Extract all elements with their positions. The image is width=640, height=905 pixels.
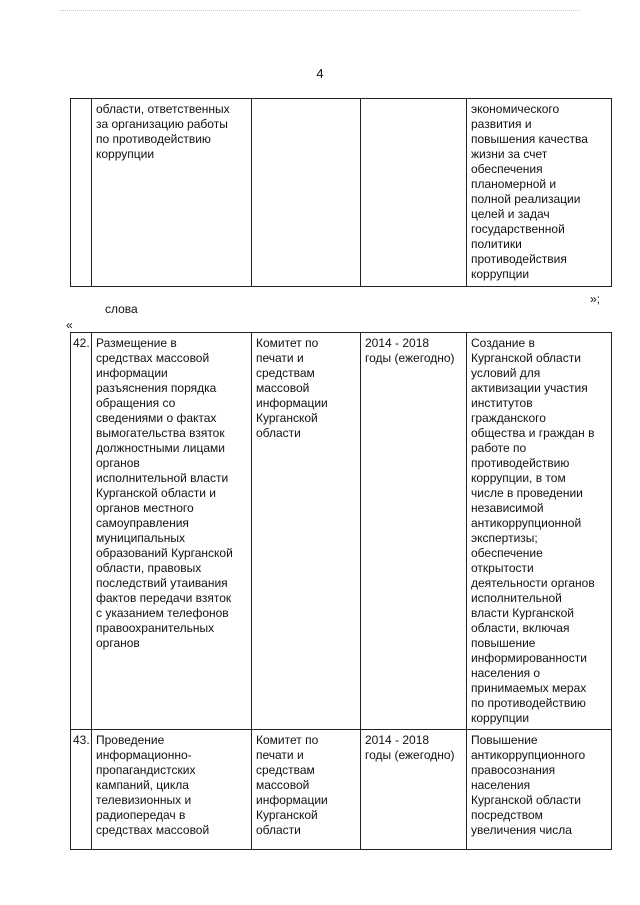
responsible-cell: Комитет по печати и средствам массовой информации Курганской области <box>252 333 361 730</box>
row-number-cell <box>71 99 92 287</box>
responsible-cell: Комитет по печати и средствам массовой информации Курганской области <box>252 730 361 850</box>
description-cell: области, ответственных за организацию работы по противодействию коррупции <box>92 99 252 287</box>
period-cell <box>361 99 467 287</box>
description-cell: Размещение в средствах массовой информации разъяснения порядка обращения со сведениями о фактах вымогательства взяток должностными лицами органов исполнительной власти Курганской области и органов местного самоуправления муниципальных образований Курганской области, правовых последствий утаивания фактов передачи взяток с указанием телефонов правоохранительных органов <box>92 333 252 730</box>
opening-quote: « <box>66 318 73 332</box>
closing-quote: »; <box>590 292 601 306</box>
table-row <box>71 99 612 287</box>
result-cell: Создание в Курганской области условий для активизации участия институтов гражданского общества и граждан в работе по противодействию коррупции, в том числе в проведении независимой антикоррупционной экспертизы; обеспечение открытости деятельности органов исполнительной власти Курганской области, включая повышение информированности населения о принимаемых мерах по противодействию коррупции <box>467 333 612 730</box>
row-number-cell: 42. <box>71 333 92 730</box>
word-slova: слова <box>105 302 138 316</box>
result-cell: экономического развития и повышения качества жизни за счет обеспечения планомерной и полной реализации целей и задач государственной политики противодействия коррупции <box>467 99 612 287</box>
table-row <box>71 333 612 730</box>
description-cell: Проведение информационно- пропагандистских кампаний, цикла телевизионных и радиопередач в средствах массовой <box>92 730 252 850</box>
page-number: 4 <box>316 66 324 81</box>
measures-table <box>70 332 612 850</box>
result-cell: Повышение антикоррупционного правосознания населения Курганской области посредством увеличения числа <box>467 730 612 850</box>
period-cell: 2014 - 2018 годы (ежегодно) <box>361 333 467 730</box>
continuation-table <box>70 98 612 287</box>
scan-artifact-line <box>60 10 580 11</box>
row-number-cell: 43. <box>71 730 92 850</box>
table-row <box>71 730 612 850</box>
responsible-cell <box>252 99 361 287</box>
period-cell: 2014 - 2018 годы (ежегодно) <box>361 730 467 850</box>
